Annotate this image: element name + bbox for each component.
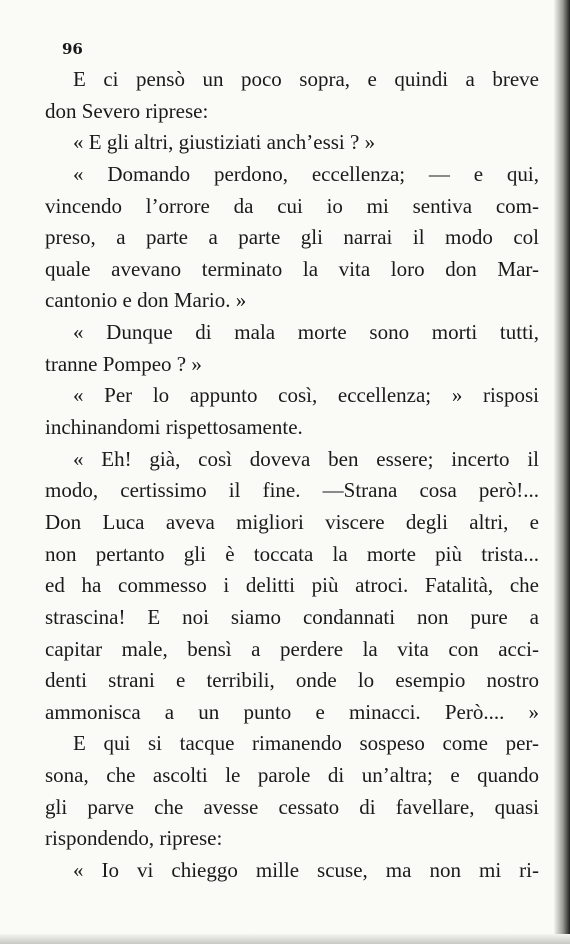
text-line: E ci pensò un poco sopra, e quindi a breve (73, 67, 539, 91)
text-line: denti strani e terribili, onde lo esempio nostro (45, 668, 539, 693)
text-line: non pertanto gli è toccata la morte più trista... (45, 541, 539, 566)
text-line: vincendo l’orrore da cui io mi sentiva com- (45, 193, 539, 218)
text-line: quale avevano terminato la vita loro don Mar- (45, 256, 539, 281)
text-line: « Io vi chieggo mille scuse, ma non mi ri- (73, 858, 539, 883)
text-line: ed ha commesso i delitti più atroci. Fatalità, che (45, 573, 539, 598)
text-line: « E gli altri, giustiziati anch’essi ? » (73, 130, 376, 155)
text-line: sona, che ascolti le parole di un’altra; e quando (45, 763, 539, 788)
text-line: modo, certissimo il fine. —Strana cosa però!... (45, 478, 539, 503)
text-line: ammonisca a un punto e minacci. Però.... » (45, 699, 539, 724)
text-line: E qui si tacque rimanendo sospeso come per- (73, 731, 539, 756)
page-bottom-edge (0, 934, 570, 944)
text-line: tranne Pompeo ? » (45, 351, 202, 376)
text-line: gli parve che avesse cessato di favellare, quasi (45, 794, 539, 819)
text-line: « Domando perdono, eccellenza; — e qui, (73, 161, 539, 186)
page-edge-shadow (554, 0, 570, 944)
text-line: capitar male, bensì a perdere la vita con acci- (45, 636, 539, 661)
text-line: « Per lo appunto così, eccellenza; » risposi (73, 383, 539, 408)
text-line: Don Luca aveva migliori viscere degli altri, e (45, 509, 539, 534)
text-line: preso, a parte a parte gli narrai il modo col (45, 225, 539, 250)
text-line: don Severo riprese: (45, 98, 209, 123)
text-line: « Eh! già, così doveva ben essere; incerto il (73, 446, 539, 471)
text-line: « Dunque di mala morte sono morti tutti, (73, 320, 539, 345)
body-text (45, 64, 539, 887)
text-line: cantonio e don Mario. » (45, 288, 247, 313)
text-line: inchinandomi rispettosamente. (45, 415, 303, 440)
page-number: 96 (62, 40, 83, 58)
text-line: rispondendo, riprese: (45, 826, 223, 851)
text-line: strascina! E noi siamo condannati non pure a (45, 604, 539, 629)
